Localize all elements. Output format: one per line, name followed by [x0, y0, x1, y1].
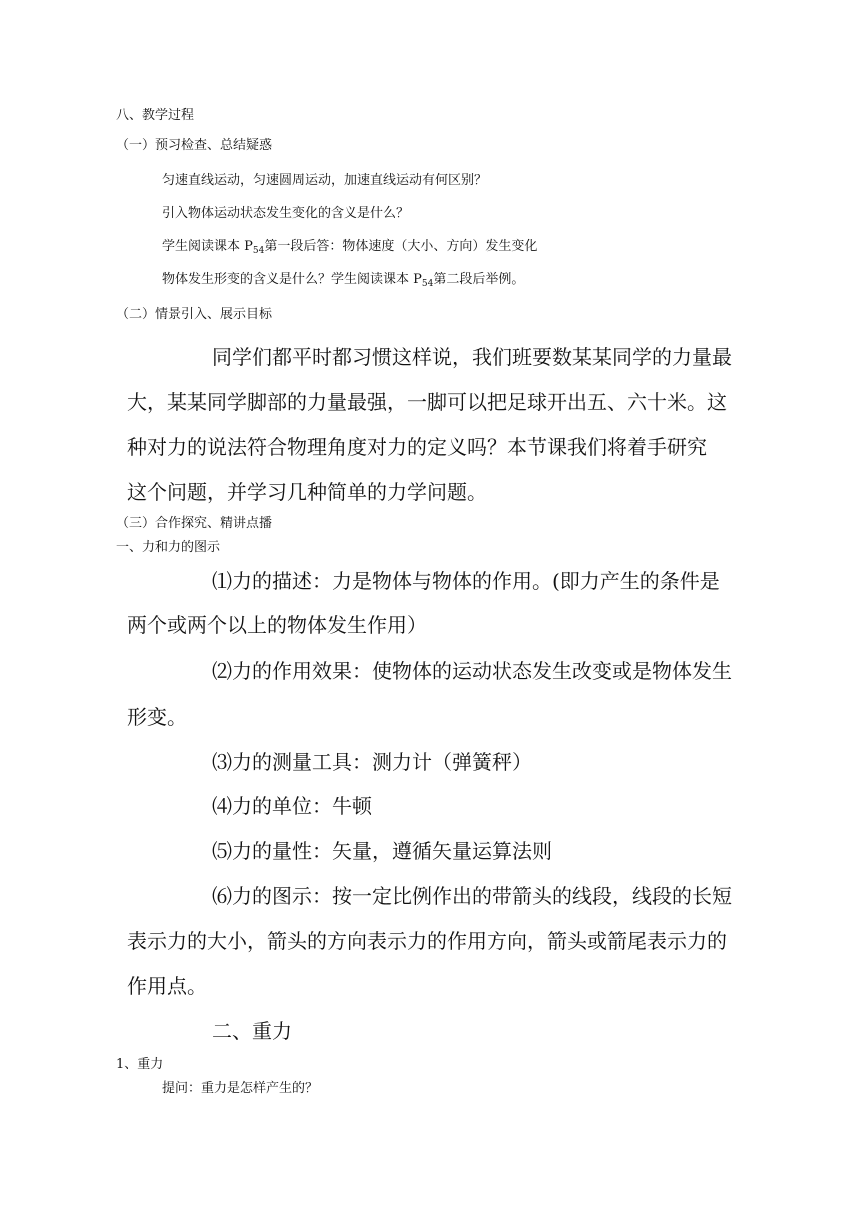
part1-question-2: 引入物体运动状态发生变化的含义是什么？	[162, 206, 410, 221]
force-vector-nature: ⑸力的量性：矢量，遵循矢量运算法则	[212, 839, 552, 863]
q4-text-a: 物体发生形变的含义是什么？学生阅读课本 P	[162, 272, 422, 287]
gravity-title: 二、重力	[212, 1019, 292, 1043]
section-heading: 八、教学过程	[116, 108, 195, 123]
part1-question-1: 匀速直线运动，匀速圆周运动，加速直线运动有何区别？	[162, 173, 488, 188]
force-description-line-2: 两个或两个以上的物体发生作用）	[127, 613, 427, 637]
force-measuring-tool: ⑶力的测量工具：测力计（弹簧秤）	[212, 750, 532, 774]
part3-subtitle: 一、力和力的图示	[116, 540, 221, 555]
part2-line-2: 大，某某同学脚部的力量最强，一脚可以把足球开出五、六十米。这	[127, 390, 727, 414]
force-unit: ⑷力的单位：牛顿	[212, 794, 372, 818]
part1-title: （一）预习检查、总结疑惑	[116, 138, 273, 153]
part2-title: （二）情景引入、展示目标	[116, 307, 273, 322]
part2-line-1: 同学们都平时都习惯这样说，我们班要数某某同学的力量最	[212, 345, 732, 369]
part3-title: （三）合作探究、精讲点播	[116, 516, 273, 531]
gravity-question: 提问：重力是怎样产生的？	[162, 1081, 319, 1096]
force-diagram-line-2: 表示力的大小，箭头的方向表示力的作用方向，箭头或箭尾表示力的	[127, 929, 727, 953]
q3-page-subscript: 54	[252, 246, 265, 256]
q4-text-b: 第二段后举例。	[433, 272, 525, 287]
part1-question-4	[162, 268, 524, 289]
q4-page-subscript: 54	[421, 279, 434, 289]
part2-line-4: 这个问题，并学习几种简单的力学问题。	[127, 480, 487, 504]
q3-text-b: 第一段后答：物体速度（大小、方向）发生变化	[264, 239, 538, 254]
force-diagram-line-3: 作用点。	[127, 974, 207, 998]
force-diagram-line-1: ⑹力的图示：按一定比例作出的带箭头的线段，线段的长短	[212, 884, 732, 908]
force-description-line-1: ⑴力的描述：力是物体与物体的作用。(即力产生的条件是	[212, 569, 720, 593]
part2-line-3: 种对力的说法符合物理角度对力的定义吗？本节课我们将着手研究	[127, 435, 707, 459]
q3-text-a: 学生阅读课本 P	[162, 239, 253, 254]
force-effect-line-1: ⑵力的作用效果：使物体的运动状态发生改变或是物体发生	[212, 659, 732, 683]
gravity-item: 1、重力	[116, 1057, 164, 1072]
force-effect-line-2: 形变。	[127, 705, 187, 729]
part1-question-3	[162, 235, 537, 256]
